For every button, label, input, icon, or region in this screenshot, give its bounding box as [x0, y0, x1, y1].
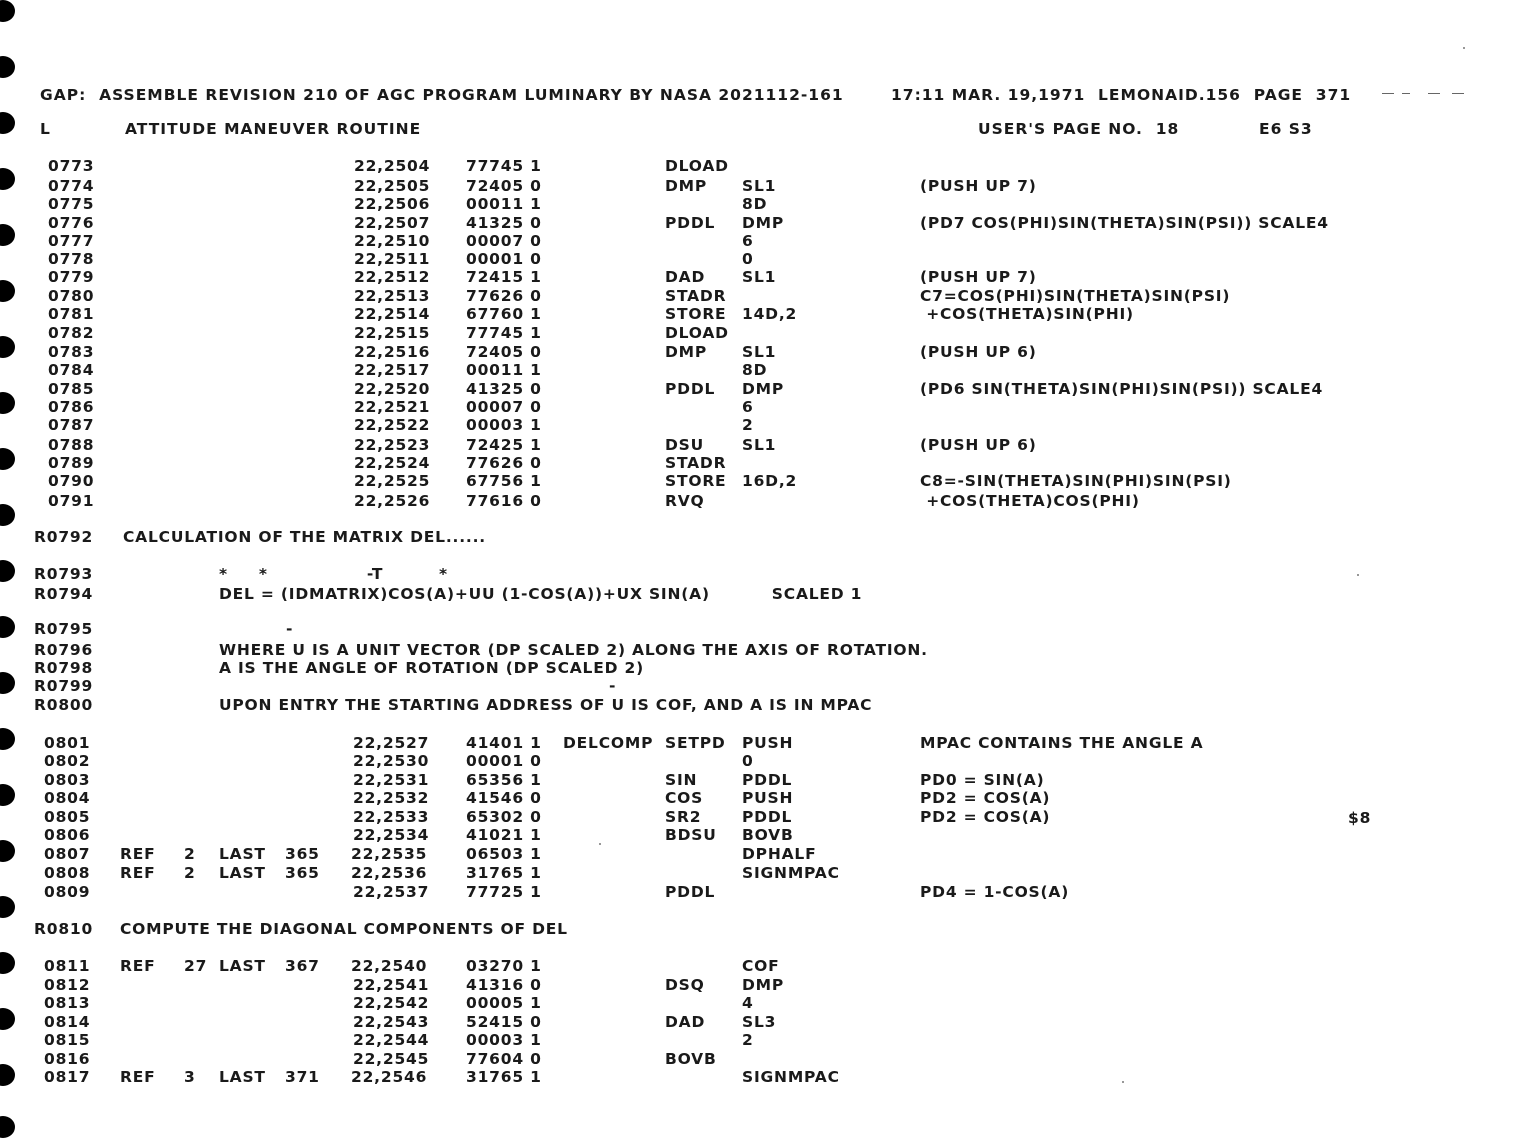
listing-ref: REF [120, 845, 156, 863]
listing-arg: SL1 [742, 343, 777, 361]
remark-line-number: R0799 [34, 677, 94, 695]
listing-line: 0789 [48, 454, 95, 472]
remark-text: DEL = (IDMATRIX)COS(A)+UU (1-COS(A))+UX SIN(A) SCALED 1 [219, 585, 863, 603]
perforation-dash [1402, 93, 1410, 94]
listing-code: 41316 0 [466, 976, 542, 994]
listing-line: 0787 [48, 416, 95, 434]
remark-line-number: R0798 [34, 659, 94, 677]
remark-text: - [286, 620, 294, 638]
listing-comment: +COS(THETA)COS(PHI) [920, 492, 1140, 510]
listing-line: 0816 [44, 1050, 91, 1068]
listing-line: 0776 [48, 214, 95, 232]
print-speck [1122, 1081, 1124, 1083]
remark-line-number: R0796 [34, 641, 94, 659]
listing-arg: SIGNMPAC [742, 1068, 840, 1086]
listing-addr: 22,2543 [353, 1013, 430, 1031]
listing-addr: 22,2526 [354, 492, 431, 510]
listing-op: DAD [665, 268, 706, 286]
remark-text: - [609, 677, 617, 695]
listing-arg: 16D,2 [742, 472, 798, 490]
listing-line: 0774 [48, 177, 95, 195]
listing-code: 72415 1 [466, 268, 542, 286]
listing-line: 0814 [44, 1013, 91, 1031]
user-page-number: USER'S PAGE NO. 18 [978, 120, 1180, 138]
listing-line: 0781 [48, 305, 95, 323]
listing-line: 0803 [44, 771, 91, 789]
listing-line: 0780 [48, 287, 95, 305]
tractor-hole [0, 896, 15, 918]
listing-arg: SL3 [742, 1013, 777, 1031]
listing-line: 0801 [44, 734, 91, 752]
listing-comment: (PUSH UP 7) [920, 177, 1037, 195]
listing-op: DAD [665, 1013, 706, 1031]
listing-op: PDDL [665, 883, 716, 901]
listing-arg: SIGNMPAC [742, 864, 840, 882]
listing-code: 41325 0 [466, 214, 542, 232]
listing-arg: SL1 [742, 436, 777, 454]
listing-line: 0775 [48, 195, 95, 213]
listing-code: 67756 1 [466, 472, 542, 490]
listing-comment: (PD6 SIN(THETA)SIN(PHI)SIN(PSI)) SCALE4 [920, 380, 1324, 398]
listing-op: STADR [665, 454, 727, 472]
tractor-hole [0, 1008, 15, 1030]
listing-comment: (PUSH UP 6) [920, 436, 1037, 454]
listing-line: 0782 [48, 324, 95, 342]
listing-code: 77725 1 [466, 883, 542, 901]
remark-line-number: R0810 [34, 920, 94, 938]
listing-op: STORE [665, 472, 727, 490]
listing-addr: 22,2505 [354, 177, 431, 195]
listing-ref: REF [120, 864, 156, 882]
listing-line: 0786 [48, 398, 95, 416]
print-speck [1463, 47, 1465, 49]
tractor-hole [0, 840, 15, 862]
listing-op: DSU [665, 436, 705, 454]
print-speck [1357, 574, 1359, 576]
listing-refn: 27 [184, 957, 208, 975]
listing-addr: 22,2515 [354, 324, 431, 342]
listing-code: 52415 0 [466, 1013, 542, 1031]
listing-addr: 22,2506 [354, 195, 431, 213]
listing-code: 41546 0 [466, 789, 542, 807]
tractor-hole [0, 560, 15, 582]
listing-addr: 22,2504 [354, 157, 431, 175]
listing-line: 0773 [48, 157, 95, 175]
remark-line-number: R0792 [34, 528, 94, 546]
listing-last: LAST [219, 864, 266, 882]
listing-comment: PD0 = SIN(A) [920, 771, 1045, 789]
listing-arg: COF [742, 957, 780, 975]
listing-addr: 22,2524 [354, 454, 431, 472]
tractor-hole [0, 616, 15, 638]
listing-op: STORE [665, 305, 727, 323]
listing-comment: PD2 = COS(A) [920, 789, 1051, 807]
listing-line: 0817 [44, 1068, 91, 1086]
listing-comment: PD2 = COS(A) [920, 808, 1051, 826]
listing-comment: C7=COS(PHI)SIN(THETA)SIN(PSI) [920, 287, 1231, 305]
listing-refn: 3 [184, 1068, 196, 1086]
tractor-hole [0, 392, 15, 414]
listing-code: 77626 0 [466, 454, 542, 472]
listing-addr: 22,2521 [354, 398, 431, 416]
listing-arg: SL1 [742, 268, 777, 286]
listing-label: DELCOMP [563, 734, 654, 752]
listing-op: DMP [665, 177, 708, 195]
listing-op: DMP [665, 343, 708, 361]
listing-op: DLOAD [665, 324, 729, 342]
listing-line: 0777 [48, 232, 95, 250]
tractor-hole [0, 728, 15, 750]
section-title: ATTITUDE MANEUVER ROUTINE [125, 120, 422, 138]
listing-addr: 22,2512 [354, 268, 431, 286]
listing-code: 65356 1 [466, 771, 542, 789]
listing-addr: 22,2525 [354, 472, 431, 490]
listing-arg: 14D,2 [742, 305, 798, 323]
listing-line: 0812 [44, 976, 91, 994]
listing-addr: 22,2516 [354, 343, 431, 361]
listing-addr: 22,2522 [354, 416, 431, 434]
remark-text: * * -T * [219, 565, 448, 583]
listing-code: 00003 1 [466, 416, 542, 434]
listing-comment: (PUSH UP 6) [920, 343, 1037, 361]
listing-arg: 2 [742, 416, 754, 434]
listing-comment: (PUSH UP 7) [920, 268, 1037, 286]
tractor-hole [0, 0, 15, 22]
listing-addr: 22,2511 [354, 250, 431, 268]
listing-code: 72425 1 [466, 436, 542, 454]
listing-arg: DMP [742, 380, 785, 398]
listing-code: 00007 0 [466, 398, 542, 416]
listing-arg: BOVB [742, 826, 794, 844]
listing-code: 03270 1 [466, 957, 542, 975]
print-speck [599, 843, 601, 845]
listing-line: 0788 [48, 436, 95, 454]
listing-code: 72405 0 [466, 343, 542, 361]
listing-line: 0815 [44, 1031, 91, 1049]
listing-code: 77626 0 [466, 287, 542, 305]
tractor-hole [0, 672, 15, 694]
listing-code: 77616 0 [466, 492, 542, 510]
listing-op: PDDL [665, 380, 716, 398]
listing-op: STADR [665, 287, 727, 305]
listing-op: BOVB [665, 1050, 717, 1068]
listing-addr: 22,2523 [354, 436, 431, 454]
listing-arg: 0 [742, 752, 754, 770]
listing-addr: 22,2544 [353, 1031, 430, 1049]
listing-addr: 22,2533 [353, 808, 430, 826]
listing-line: 0778 [48, 250, 95, 268]
listing-op: COS [665, 789, 704, 807]
listing-op: RVQ [665, 492, 705, 510]
listing-addr: 22,2540 [351, 957, 428, 975]
listing-addr: 22,2534 [353, 826, 430, 844]
listing-comment: (PD7 COS(PHI)SIN(THETA)SIN(PSI)) SCALE4 [920, 214, 1329, 232]
tractor-hole [0, 56, 15, 78]
listing-op: PDDL [665, 214, 716, 232]
listing-line: 0790 [48, 472, 95, 490]
remark-line-number: R0794 [34, 585, 94, 603]
listing-arg: PDDL [742, 808, 793, 826]
tractor-hole [0, 784, 15, 806]
listing-addr: 22,2514 [354, 305, 431, 323]
listing-code: 67760 1 [466, 305, 542, 323]
listing-arg: 6 [742, 232, 754, 250]
listing-arg: 8D [742, 195, 768, 213]
remark-line-number: R0800 [34, 696, 94, 714]
tractor-hole [0, 448, 15, 470]
listing-last: LAST [219, 1068, 266, 1086]
listing-arg: 4 [742, 994, 754, 1012]
listing-op: DLOAD [665, 157, 729, 175]
remark-text: COMPUTE THE DIAGONAL COMPONENTS OF DEL [120, 920, 568, 938]
listing-code: 00003 1 [466, 1031, 542, 1049]
listing-addr: 22,2536 [351, 864, 428, 882]
remark-text: A IS THE ANGLE OF ROTATION (DP SCALED 2) [219, 659, 644, 677]
listing-line: 0813 [44, 994, 91, 1012]
remark-line-number: R0795 [34, 620, 94, 638]
listing-addr: 22,2530 [353, 752, 430, 770]
listing-addr: 22,2531 [353, 771, 430, 789]
listing-arg: 2 [742, 1031, 754, 1049]
tractor-hole [0, 224, 15, 246]
listing-addr: 22,2517 [354, 361, 431, 379]
listing-arg: 8D [742, 361, 768, 379]
listing-addr: 22,2527 [353, 734, 430, 752]
listing-line: 0807 [44, 845, 91, 863]
listing-addr: 22,2545 [353, 1050, 430, 1068]
listing-code: 41401 1 [466, 734, 542, 752]
section-code: L [40, 120, 51, 138]
listing-addr: 22,2510 [354, 232, 431, 250]
listing-code: 41021 1 [466, 826, 542, 844]
listing-op: SR2 [665, 808, 702, 826]
listing-addr: 22,2537 [353, 883, 430, 901]
sheet-code: E6 S3 [1259, 120, 1313, 138]
tractor-hole [0, 504, 15, 526]
listing-code: 00007 0 [466, 232, 542, 250]
listing-code: 31765 1 [466, 864, 542, 882]
remark-text: UPON ENTRY THE STARTING ADDRESS OF U IS COF, AND A IS IN MPAC [219, 696, 873, 714]
tractor-hole [0, 1116, 15, 1138]
listing-line: 0806 [44, 826, 91, 844]
listing-arg: PUSH [742, 734, 794, 752]
listing-arg: PDDL [742, 771, 793, 789]
listing-addr: 22,2532 [353, 789, 430, 807]
listing-comment: PD4 = 1-COS(A) [920, 883, 1070, 901]
listing-arg: SL1 [742, 177, 777, 195]
listing-line: 0802 [44, 752, 91, 770]
listing-lastn: 367 [285, 957, 320, 975]
listing-code: 65302 0 [466, 808, 542, 826]
listing-code: 31765 1 [466, 1068, 542, 1086]
listing-arg: PUSH [742, 789, 794, 807]
tractor-hole [0, 1064, 15, 1086]
listing-arg: DMP [742, 976, 785, 994]
listing-op: DSQ [665, 976, 705, 994]
listing-refn: 2 [184, 845, 196, 863]
listing-ref: REF [120, 1068, 156, 1086]
listing-line: 0805 [44, 808, 91, 826]
listing-addr: 22,2541 [353, 976, 430, 994]
listing-comment: +COS(THETA)SIN(PHI) [920, 305, 1134, 323]
perforation-dash [1428, 93, 1440, 94]
listing-code: 00011 1 [466, 195, 542, 213]
tractor-hole [0, 952, 15, 974]
listing-arg: DMP [742, 214, 785, 232]
tractor-hole [0, 336, 15, 358]
perforation-dash [1452, 93, 1464, 94]
listing-last: LAST [219, 845, 266, 863]
listing-comment: MPAC CONTAINS THE ANGLE A [920, 734, 1204, 752]
listing-line: 0784 [48, 361, 95, 379]
listing-arg: 0 [742, 250, 754, 268]
remark-text: CALCULATION OF THE MATRIX DEL...... [123, 528, 486, 546]
listing-addr: 22,2520 [354, 380, 431, 398]
tractor-hole [0, 112, 15, 134]
listing-arg: 6 [742, 398, 754, 416]
listing-code: 00005 1 [466, 994, 542, 1012]
listing-line: 0809 [44, 883, 91, 901]
listing-addr: 22,2513 [354, 287, 431, 305]
header-left: GAP: ASSEMBLE REVISION 210 OF AGC PROGRAM LUMINARY BY NASA 2021112-161 [40, 86, 844, 104]
listing-code: 00001 0 [466, 250, 542, 268]
remark-text: WHERE U IS A UNIT VECTOR (DP SCALED 2) ALONG THE AXIS OF ROTATION. [219, 641, 928, 659]
listing-line: 0785 [48, 380, 95, 398]
listing-ref: REF [120, 957, 156, 975]
listing-addr: 22,2507 [354, 214, 431, 232]
margin-mark: $8 [1348, 809, 1372, 827]
listing-code: 77745 1 [466, 157, 542, 175]
header-right: 17:11 MAR. 19,1971 LEMONAID.156 PAGE 371 [891, 86, 1352, 104]
listing-code: 41325 0 [466, 380, 542, 398]
perforation-dash [1382, 93, 1394, 94]
remark-line-number: R0793 [34, 565, 94, 583]
listing-code: 77745 1 [466, 324, 542, 342]
tractor-hole [0, 280, 15, 302]
listing-code: 00011 1 [466, 361, 542, 379]
tractor-hole [0, 168, 15, 190]
listing-line: 0783 [48, 343, 95, 361]
listing-line: 0804 [44, 789, 91, 807]
listing-code: 06503 1 [466, 845, 542, 863]
listing-refn: 2 [184, 864, 196, 882]
listing-last: LAST [219, 957, 266, 975]
listing-lastn: 365 [285, 845, 320, 863]
listing-code: 00001 0 [466, 752, 542, 770]
listing-code: 77604 0 [466, 1050, 542, 1068]
listing-line: 0811 [44, 957, 91, 975]
listing-op: SETPD [665, 734, 726, 752]
listing-line: 0808 [44, 864, 91, 882]
listing-op: SIN [665, 771, 698, 789]
listing-addr: 22,2542 [353, 994, 430, 1012]
listing-line: 0791 [48, 492, 95, 510]
listing-comment: C8=-SIN(THETA)SIN(PHI)SIN(PSI) [920, 472, 1232, 490]
listing-op: BDSU [665, 826, 717, 844]
listing-addr: 22,2546 [351, 1068, 428, 1086]
listing-code: 72405 0 [466, 177, 542, 195]
listing-arg: DPHALF [742, 845, 817, 863]
listing-addr: 22,2535 [351, 845, 428, 863]
listing-lastn: 371 [285, 1068, 320, 1086]
listing-line: 0779 [48, 268, 95, 286]
listing-lastn: 365 [285, 864, 320, 882]
